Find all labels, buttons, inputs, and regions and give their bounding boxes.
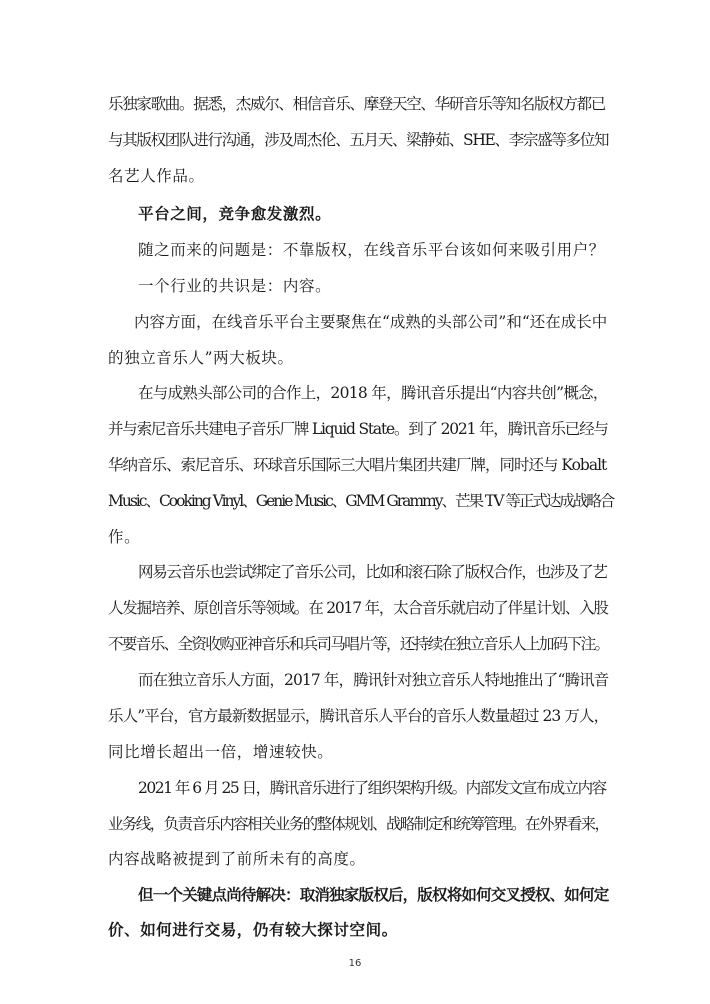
body-text-line: 人发掘培养、原创音乐等领域。在 2017 年，太合音乐就启动了伴星计划、入股	[108, 599, 608, 617]
body-text-line: 名艺人作品。	[108, 167, 205, 185]
body-text-line: 网易云音乐也尝试绑定了音乐公司，比如和滚石除了版权合作，也涉及了艺	[138, 563, 607, 581]
body-text-line: 作。	[108, 528, 141, 546]
body-text-line: 同比增长超出一倍，增速较快。	[108, 743, 334, 761]
body-text-line: Music、Cooking Vinyl、Genie Music、GMM Grammy、芒果 TV 等正式达成战略合	[108, 492, 614, 510]
page-number: 16	[348, 958, 362, 969]
body-text-line: 并与索尼音乐共建电子音乐厂牌 Liquid State。到了 2021 年，腾讯音乐已经与	[108, 420, 608, 438]
body-text-line: 2021 年 6 月 25 日，腾讯音乐进行了组织架构升级。内部发文宣布成立内容	[138, 779, 606, 797]
body-text-line: 不要音乐、全资收购亚神音乐和兵司马唱片等，还持续在独立音乐人上加码下注。	[108, 635, 609, 653]
body-text-line: 内容方面，在线音乐平台主要聚焦在“成熟的头部公司”和“还在成长中	[134, 313, 608, 331]
bold-conclusion-line: 但一个关键点尚待解决：取消独家版权后，版权将如何交叉授权、如何定	[138, 885, 609, 904]
body-text-line: 业务线，负责音乐内容相关业务的整体规划、战略制定和统筹管理。在外界看来，	[108, 815, 609, 833]
body-text-line: 乐独家歌曲。据悉，杰威尔、相信音乐、摩登天空、华研音乐等知名版权方都已	[108, 95, 606, 113]
body-text-line: 与其版权团队进行沟通，涉及周杰伦、五月天、梁静茹、SHE、李宗盛等多位知	[108, 131, 609, 149]
body-text-line: 华纳音乐、索尼音乐、环球音乐国际三大唱片集团共建厂牌，同时还与 Kobalt	[108, 456, 607, 474]
body-text-line: 乐人”平台，官方最新数据显示，腾讯音乐人平台的音乐人数量超过 23 万人，	[108, 707, 609, 725]
body-text-line: 内容战略被提到了前所未有的高度。	[108, 850, 366, 868]
body-text-line: 的独立音乐人”两大板块。	[108, 349, 294, 367]
section-heading: 平台之间，竞争愈发激烈。	[138, 204, 332, 223]
body-text-line: 一个行业的共识是：内容。	[138, 277, 332, 295]
body-text-line: 而在独立音乐人方面，2017 年，腾讯针对独立音乐人特地推出了“腾讯音	[138, 671, 609, 689]
bold-conclusion-line: 价、如何进行交易，仍有较大探讨空间。	[108, 920, 398, 939]
body-text-line: 在与成熟头部公司的合作上，2018 年，腾讯音乐提出“内容共创”概念，	[138, 384, 608, 402]
body-text-line: 随之而来的问题是：不靠版权，在线音乐平台该如何来吸引用户？	[138, 241, 605, 259]
